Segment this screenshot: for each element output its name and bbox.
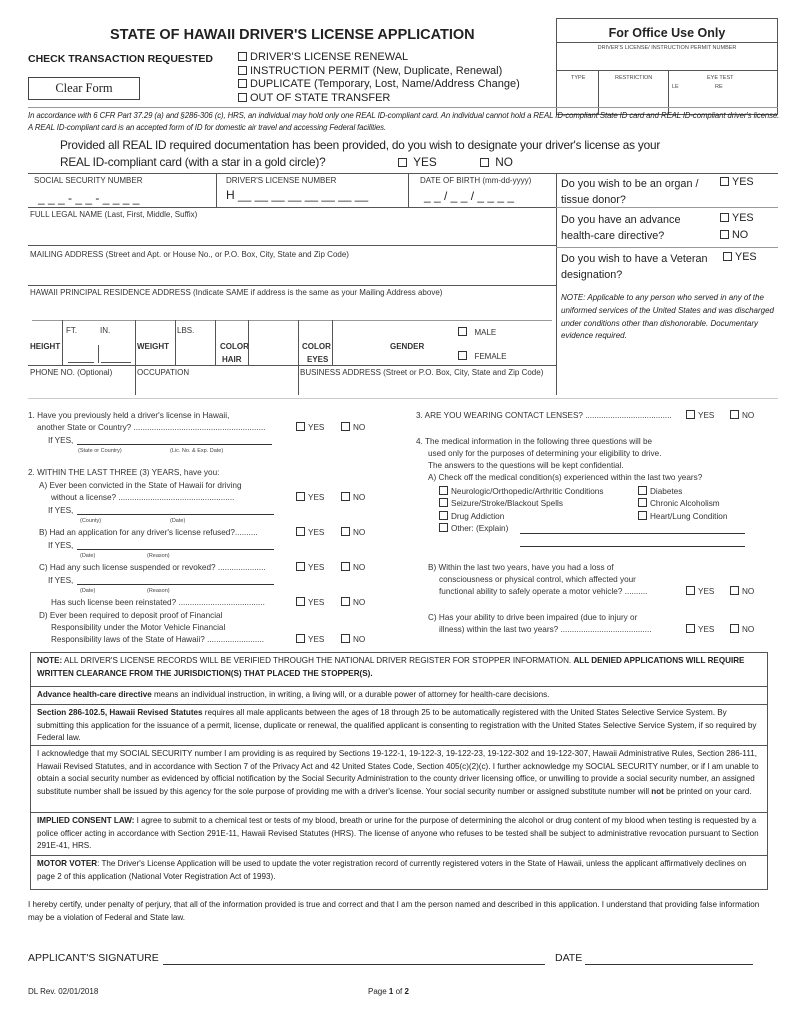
hint: (County) <box>80 518 102 524</box>
answer-yes[interactable] <box>296 634 324 644</box>
advance-directive-question: Do you have an advance health-care directive? <box>561 214 681 242</box>
transaction-options <box>238 51 520 105</box>
no-label: NO <box>353 528 366 537</box>
checkbox[interactable] <box>480 158 489 167</box>
hair-label: HAIR <box>222 355 242 364</box>
no-label: NO <box>353 563 366 572</box>
signature-label: APPLICANT'S SIGNATURE <box>28 952 159 964</box>
option-label: OUT OF STATE TRANSFER <box>250 91 391 104</box>
checkbox[interactable] <box>341 422 350 431</box>
option-instruction-permit[interactable] <box>238 65 520 79</box>
dob-label: DATE OF BIRTH (mm-dd-yyyy) <box>420 176 532 185</box>
real-id-question: Provided all REAL ID required documentation has been provided, do you wish to designate your driver's license as your <box>60 138 661 152</box>
checkbox[interactable] <box>238 52 247 61</box>
office-restriction: RESTRICTION <box>615 75 653 81</box>
q2d-text: D) Ever been required to deposit proof of Financial <box>39 611 223 620</box>
name-field[interactable]: FULL LEGAL NAME (Last, First, Middle, Suffix) <box>30 210 198 219</box>
real-id-yes[interactable] <box>398 155 437 169</box>
office-le: LE <box>672 84 679 90</box>
page-number: Page 1 of 2 <box>368 987 409 996</box>
no-label: NO <box>353 635 366 644</box>
answer-yes[interactable] <box>296 597 324 607</box>
answer-yes[interactable] <box>296 492 324 502</box>
q3-text: 3. ARE YOU WEARING CONTACT LENSES? ...................................... <box>416 411 672 420</box>
office-eye-test: EYE TEST <box>707 75 734 81</box>
weight-label: WEIGHT <box>137 342 169 351</box>
checkbox[interactable] <box>296 527 305 536</box>
phone-field[interactable]: PHONE NO. (Optional) <box>30 368 113 377</box>
no-label: NO <box>742 411 755 420</box>
checkbox[interactable] <box>458 351 467 360</box>
condition-alcoholism[interactable]: Chronic Alcoholism <box>638 498 720 508</box>
checkbox[interactable] <box>341 634 350 643</box>
office-use-box <box>556 18 778 115</box>
q1-text-2: another State or Country? .......................................................... <box>37 423 266 432</box>
checkbox[interactable] <box>439 486 448 495</box>
selective-service-notice: Section 286-102.5, Hawaii Revised Statutes requires all male applicants between the ages of 18 through 25 to be automatically registered with the United States Selective Service System. By submitting this application for the issuance of a permit, license, duplicate or renewal, the qualified applicant is consenting to registration with the United States Selective Service System, if so required by Federal law. <box>30 704 768 746</box>
checkbox[interactable] <box>723 252 732 261</box>
gender-label: GENDER <box>390 342 425 351</box>
answer-yes[interactable] <box>686 586 714 596</box>
answer-no[interactable] <box>341 597 365 607</box>
answer-yes[interactable] <box>686 624 714 634</box>
checkbox[interactable] <box>296 422 305 431</box>
checkbox[interactable] <box>638 498 647 507</box>
answer-no[interactable] <box>341 634 365 644</box>
hint: (Reason) <box>147 553 170 559</box>
checkbox[interactable] <box>341 597 350 606</box>
hint: (Reason) <box>147 588 170 594</box>
ssn-label: SOCIAL SECURITY NUMBER <box>34 176 143 185</box>
ssn-acknowledgement: I acknowledge that my SOCIAL SECURITY number I am providing is as required by Sections 19-122-1, 19-122-3, 19-122-23, 19-122-302 and 19-122-307, Hawaii Administrative Rules, Section 286-111, Hawaii Revised Statutes, and in accordance with Section 7 of the Privacy Act and 42 United States Code, Section 405(c)(2)(c). I further acknowledge my SOCIAL SECURITY number, or if I am unable to obtain a social security number as evidenced by official notification by the Social Security Administration to the county driver licensing office, or unwilling to provide a social security number, an assigned substitute number shall be issued by this agency for the sole purpose of providing me with a driver's license. Your social security number or assigned substitute number will not be printed on your card. <box>30 745 768 813</box>
female-label: FEMALE <box>474 352 507 361</box>
q4a-text: A) Check off the medical condition(s) experienced within the last two years? <box>428 473 703 482</box>
condition-neurologic[interactable]: Neurologic/Orthopedic/Arthritic Conditions <box>439 486 603 496</box>
implied-consent-notice: IMPLIED CONSENT LAW: I agree to submit to a chemical test or tests of my blood, breath or urine for the purpose of determining the alcohol or drug content of my blood when testing is requested by a police officer acting in accordance with Section 291E-11, Hawaii Revised Statutes (HRS). The license of anyone who refuses to be tested shall be subject to administrative revocation pursuant to Section 291E-41, HRS. <box>30 812 768 856</box>
no-label: NO <box>353 598 366 607</box>
checkbox[interactable] <box>439 511 448 520</box>
if-yes: If YES, <box>48 541 74 550</box>
checkbox[interactable] <box>238 79 247 88</box>
checkbox[interactable] <box>341 492 350 501</box>
veteran-question: Do you wish to have a Veteran designation? <box>561 253 708 281</box>
q4-text-2: used only for the purposes of determining your eligibility to drive. <box>428 449 662 458</box>
advance-directive-notice: Advance health-care directive means an individual instruction, in writing, a living will, or a durable power of attorney for health-care decisions. <box>30 686 768 705</box>
eye-color-label: COLOR <box>302 342 331 351</box>
yes-label: YES <box>698 587 715 596</box>
if-yes: If YES, <box>48 576 74 585</box>
transaction-label: CHECK TRANSACTION REQUESTED <box>28 53 213 65</box>
q2d-text-2: Responsibility under the Motor Vehicle Financial <box>51 623 226 632</box>
office-re: RE <box>715 84 723 90</box>
date-line[interactable] <box>585 964 753 965</box>
yes-label: YES <box>308 423 325 432</box>
answer-no[interactable] <box>341 562 365 572</box>
no-label: NO <box>353 423 366 432</box>
form-title: STATE OF HAWAII DRIVER'S LICENSE APPLICATION <box>110 27 475 43</box>
yes-label: YES <box>308 563 325 572</box>
checkbox[interactable] <box>439 498 448 507</box>
signature-line[interactable] <box>163 964 545 965</box>
real-id-no[interactable] <box>480 155 513 169</box>
checkbox[interactable] <box>398 158 407 167</box>
if-yes: If YES, <box>48 506 74 515</box>
no-label: NO <box>353 493 366 502</box>
checkbox[interactable] <box>720 177 729 186</box>
veteran-yes[interactable]: YES <box>723 251 757 263</box>
q4-text: 4. The medical information in the following three questions will be <box>416 437 653 446</box>
hint: (Date) <box>80 553 96 559</box>
advance-no[interactable]: NO <box>720 229 748 241</box>
answer-yes[interactable] <box>686 410 714 420</box>
q2a-text: A) Ever been convicted in the State of Hawaii for driving <box>39 481 242 490</box>
male-label: MALE <box>474 328 497 337</box>
dob-input[interactable]: _ _ / _ _ / _ _ _ _ <box>424 189 515 203</box>
checkbox[interactable] <box>730 586 739 595</box>
yes-label: YES <box>698 411 715 420</box>
option-duplicate[interactable] <box>238 78 520 92</box>
option-label: DUPLICATE (Temporary, Lost, Name/Address Change) <box>250 78 520 90</box>
answer-no[interactable] <box>730 410 754 420</box>
q4-text-3: The answers to the questions will be kept confidential. <box>428 461 624 470</box>
checkbox[interactable] <box>238 93 247 102</box>
checkbox[interactable] <box>341 527 350 536</box>
hint: (Date) <box>80 588 96 594</box>
checkbox[interactable] <box>686 410 695 419</box>
answer-yes[interactable] <box>296 527 324 537</box>
answer-no[interactable] <box>341 492 365 502</box>
condition-other[interactable]: Other: (Explain) <box>439 523 508 533</box>
q1-text: 1. Have you previously held a driver's license in Hawaii, <box>28 411 230 420</box>
no-label: NO <box>742 625 755 634</box>
occupation-field[interactable]: OCCUPATION <box>137 368 190 377</box>
q2b-text: B) Had an application for any driver's license refused?.......... <box>39 528 258 537</box>
hair-color-label: COLOR <box>220 342 249 351</box>
condition-diabetes[interactable]: Diabetes <box>638 486 682 496</box>
organ-yes[interactable]: YES <box>720 176 754 188</box>
yes-label: YES <box>308 493 325 502</box>
eyes-label: EYES <box>307 355 329 364</box>
answer-no[interactable] <box>730 624 754 634</box>
gender-male[interactable] <box>458 327 496 337</box>
checkbox[interactable] <box>730 410 739 419</box>
checkbox[interactable] <box>238 66 247 75</box>
q4b-text: B) Within the last two years, have you had a loss of <box>428 563 614 572</box>
hint: (State or Country) <box>78 448 122 454</box>
checkbox[interactable] <box>720 230 729 239</box>
option-renewal[interactable] <box>238 51 520 65</box>
business-address-field[interactable]: BUSINESS ADDRESS (Street or P.O. Box, City, State and Zip Code) <box>300 368 544 377</box>
checkbox[interactable] <box>341 562 350 571</box>
gender-female[interactable] <box>458 351 506 361</box>
checkbox[interactable] <box>296 492 305 501</box>
q2-text: 2. WITHIN THE LAST THREE (3) YEARS, have you: <box>28 468 220 477</box>
q2d-text-3: Responsibility laws of the State of Hawaii? ......................... <box>51 635 264 644</box>
date-label: DATE <box>555 952 583 964</box>
lbs-label: LBS. <box>177 326 195 335</box>
hint: (Lic. No. & Exp. Date) <box>170 448 224 454</box>
checkbox[interactable] <box>720 213 729 222</box>
real-id-note: In accordance with 6 CFR Part 37.29 (a) and §286-306 (c), HRS, an individual may hold only one REAL ID-compliant card. An individual cannot hold a REAL ID-compliant State ID card and REAL ID-compliant driver's license. A REAL ID-compliant card is an accepted form of ID for domestic air travel and accessing Federal facilities. <box>28 111 780 132</box>
condition-heart-lung[interactable]: Heart/Lung Condition <box>638 511 727 521</box>
answer-yes[interactable] <box>296 562 324 572</box>
yes-label: YES <box>698 625 715 634</box>
certification: I hereby certify, under penalty of perjury, that all of the information provided is true and correct and that I am the person named and described in this application. I understand that providing false information may be a violation of Federal and State law. <box>28 900 760 922</box>
checkbox[interactable] <box>296 597 305 606</box>
ft-label: FT. <box>66 326 78 335</box>
condition-drug-addiction[interactable]: Drug Addiction <box>439 511 504 521</box>
no-label: NO <box>742 587 755 596</box>
checkbox[interactable] <box>296 634 305 643</box>
motor-voter-notice: MOTOR VOTER: The Driver's License Application will be used to update the voter registration record of currently registered voters in the State of Hawaii, unless the applicant affirmatively declines on page 2 of this application (National Voter Registration Act of 1993). <box>30 855 768 890</box>
answer-yes[interactable] <box>296 422 324 432</box>
q2c-reinstated: Has such license been reinstated? ...................................... <box>51 598 265 607</box>
organ-donor-question: Do you wish to be an organ / tissue donor? <box>561 178 699 206</box>
office-dl-number: DRIVER'S LICENSE/ INSTRUCTION PERMIT NUMBER <box>597 45 737 51</box>
answer-no[interactable] <box>730 586 754 596</box>
q4c-text: C) Has your ability to drive been impaired (due to injury or <box>428 613 638 622</box>
q4b-text-3: functional ability to safely operate a motor vehicle? .......... <box>439 587 648 596</box>
option-label: DRIVER'S LICENSE RENEWAL <box>250 51 409 63</box>
condition-seizure[interactable]: Seizure/Stroke/Blackout Spells <box>439 498 563 508</box>
height-label: HEIGHT <box>30 342 61 351</box>
dl-label: DRIVER'S LICENSE NUMBER <box>226 176 337 185</box>
q4c-text-2: illness) within the last two years? ........................................ <box>439 625 652 634</box>
checkbox[interactable] <box>686 624 695 633</box>
option-label: INSTRUCTION PERMIT (New, Duplicate, Renewal) <box>250 64 503 77</box>
checkbox[interactable] <box>638 511 647 520</box>
checkbox[interactable] <box>686 586 695 595</box>
q2c-text: C) Had any such license suspended or revoked? ..................... <box>39 563 266 572</box>
if-yes: If YES, <box>48 436 74 445</box>
office-type: TYPE <box>571 75 586 81</box>
answer-no[interactable] <box>341 527 365 537</box>
checkbox[interactable] <box>458 327 467 336</box>
yes-label: YES <box>413 155 437 169</box>
yes-label: YES <box>308 635 325 644</box>
advance-yes[interactable]: YES <box>720 212 754 224</box>
ssn-input[interactable]: _ _ _ - _ _ - _ _ _ _ <box>38 191 140 205</box>
option-out-of-state[interactable] <box>238 92 520 106</box>
mailing-address-field[interactable]: MAILING ADDRESS (Street and Apt. or House No., or P.O. Box, City, State and Zip Code) <box>30 250 349 259</box>
real-id-question-2: REAL ID-compliant card (with a star in a gold circle)? <box>60 155 326 169</box>
hint: (Date) <box>170 518 186 524</box>
yes-label: YES <box>308 598 325 607</box>
q2a-text-2: without a license? ................................................... <box>51 493 235 502</box>
stopper-notice: NOTE: ALL DRIVER'S LICENSE RECORDS WILL BE VERIFIED THROUGH THE NATIONAL DRIVER REGISTER FOR STOPPER INFORMATION. ALL DENIED APPLICATIONS WILL REQUIRE WRITTEN CLEARANCE FROM THE JURISDICTION(S) THAT PLACED THE STOPPER(S). <box>30 652 768 687</box>
residence-address-field[interactable]: HAWAII PRINCIPAL RESIDENCE ADDRESS (Indicate SAME if address is the same as your Mailing Address above) <box>30 288 443 297</box>
dl-input[interactable]: H __ __ __ __ __ __ __ __ <box>226 188 369 202</box>
veteran-note: NOTE: Applicable to any person who served in any of the uniformed services of the United States and was discharged under conditions other than dishonorable. Documentary evidence required. <box>561 293 775 341</box>
checkbox[interactable] <box>638 486 647 495</box>
q4b-text-2: consciousness or physical control, which affected your <box>439 575 636 584</box>
answer-no[interactable] <box>341 422 365 432</box>
yes-label: YES <box>308 528 325 537</box>
no-label: NO <box>495 155 513 169</box>
checkbox[interactable] <box>439 523 448 532</box>
office-title: For Office Use Only <box>608 26 726 40</box>
checkbox[interactable] <box>730 624 739 633</box>
checkbox[interactable] <box>296 562 305 571</box>
clear-form-button[interactable]: Clear Form <box>28 77 140 100</box>
revision: DL Rev. 02/01/2018 <box>28 987 99 996</box>
in-label: IN. <box>100 326 111 335</box>
